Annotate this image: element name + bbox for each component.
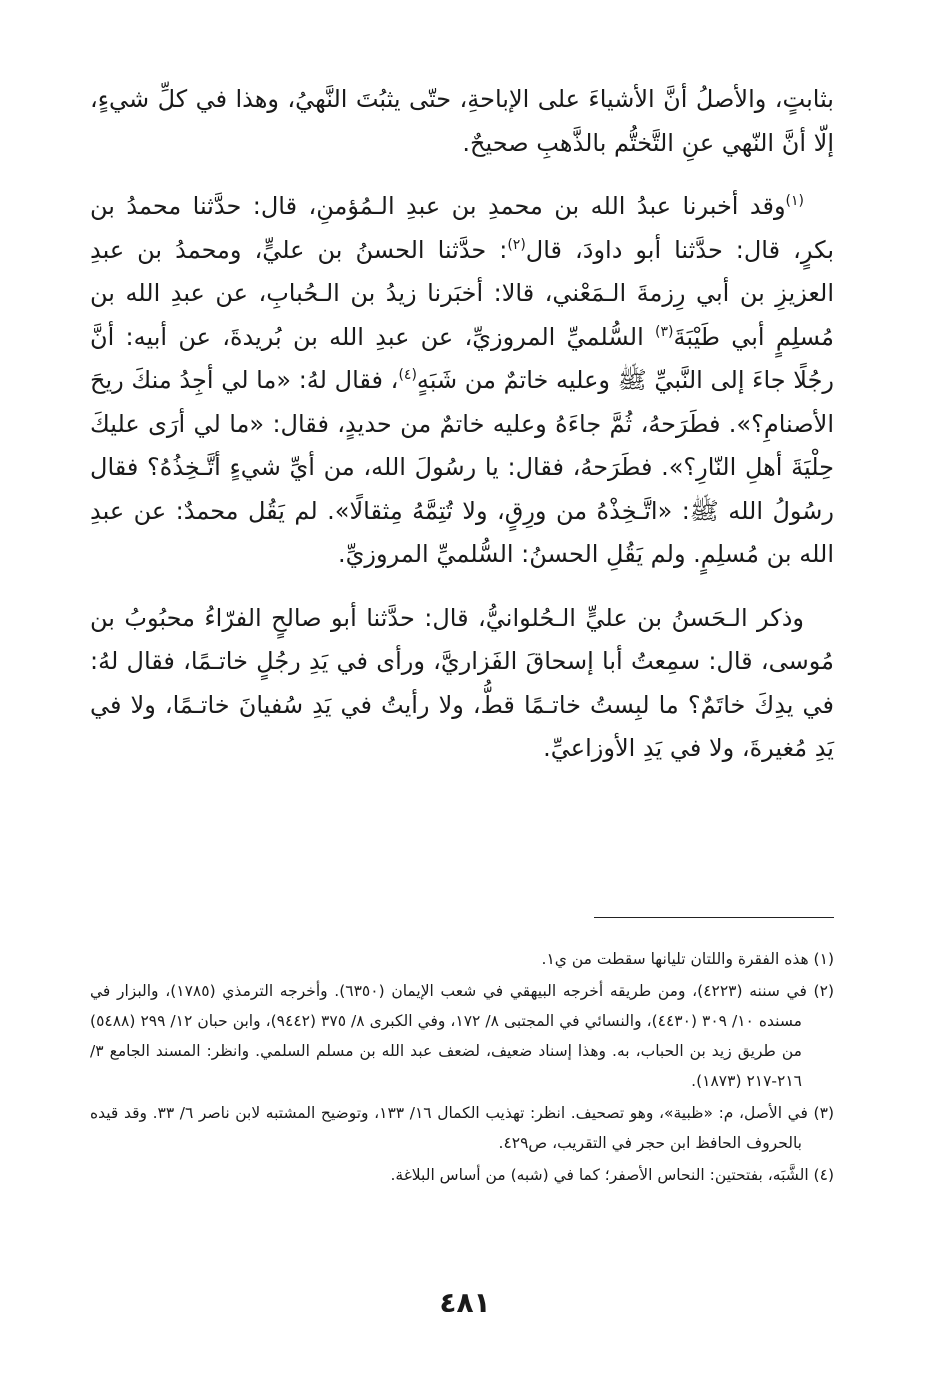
paragraph-3 <box>90 597 834 771</box>
footnote-separator <box>594 917 834 918</box>
footnote-3: (٣) في الأصل، م: «ظبية»، وهو تصحيف. انظر: تهذيب الكمال ١٦/ ١٣٣، وتوضيح المشتبه لابن ناصر ٦/ ٣٣. وقد قيده بالحروف الحافظ ابن حجر في التقريب، ص٤٢٩. <box>90 1104 834 1152</box>
footnote-ref-3: (٣) <box>655 323 674 340</box>
paragraph-1-text: بثابتٍ، والأصلُ أنَّ الأشياءَ على الإباحةِ، حتّى يثبُتَ النَّهيُ، وهذا في كلِّ شيءٍ، إلّا أنَّ النّهي عنِ التَّختُّم بالذَّهبِ صحيحٌ. <box>90 85 834 157</box>
paragraph-1 <box>90 78 834 165</box>
footnote-ref-1: (١) <box>785 193 804 209</box>
main-text <box>90 78 834 791</box>
page-number: ٤٨١ <box>439 1286 491 1319</box>
paragraph-2-text-b: : حدَّثنا الحسنُ بن عليٍّ، ومحمدُ بن عبدِ العزيزِ بن أبي رِزمةَ الـمَعْني، قالا: أخبَرنا زيدُ بن الـحُبابِ، عن عبدِ الله بن مُسلِمٍ أبي طَيْبَةَ <box>90 235 835 351</box>
footnote-4: (٤) الشَّبَه، بفتحتين: النحاس الأصفر؛ كما في (شبه) من أساس البلاغة. <box>390 1166 834 1184</box>
footnote-2: (٢) في سننه (٤٢٢٣)، ومن طريقه أخرجه البيهقي في شعب الإيمان (٦٣٥٠). وأخرجه الترمذي (١٧٨٥)، والبزار في مسنده ١٠/ ٣٠٩ (٤٤٣٠)، والنسائي في المجتبى ٨/ ١٧٢، وفي الكبرى ٨/ ٣٧٥ (٩٤٤٢)، وابن حبان ١٢/ ٢٩٩ (٥٤٨٨) من طريق زيد بن الحباب، به. وهذا إسناد ضعيف، لضعف عبد الله بن مسلم السلمي. وانظر: المسند الجامع ٣/ ٢١٦-٢١٧ (١٨٧٣). <box>90 982 834 1090</box>
paragraph-2-text-a: وقد أخبرنا عبدُ الله بن محمدِ بن عبدِ الـمُؤمنِ، قال: حدَّثنا محمدُ بن بكرٍ، قال: حدَّثنا أبو داودَ، قال <box>90 192 834 264</box>
footnote-1: (١) هذه الفقرة واللتان تليانها سقطت من ي١. <box>541 950 834 968</box>
paragraph-2 <box>90 185 834 577</box>
footnote-ref-4: (٤) <box>398 367 417 383</box>
paragraph-2-text-c: السُّلميِّ المروزيِّ، عن عبدِ الله بن بُريدةَ، عن أبيه: أنَّ رجُلًا جاءَ إلى النَّبيِّ ﷺ وعليه خاتمٌ من شَبَهٍ <box>90 322 835 394</box>
paragraph-2-text-d: ، فقال لهُ: «ما لي أجِدُ منكَ ريحَ الأصنامِ؟». فطَرَحهُ، ثُمَّ جاءَهُ وعليه خاتمٌ من حديدٍ، فقال: «ما لي أرَى عليكَ حِلْيَةَ أهلِ النّارِ؟». فطَرَحهُ، فقال: يا رسُولَ الله، من أيِّ شيءٍ أتَّـخِذُهُ؟ فقال رسُولُ الله ﷺ: «اتَّـخِذْهُ من ورِقٍ، ولا تُتِمَّهُ مِثقالًا». لم يَقُل محمدٌ: عن عبدِ الله بن مُسلِمٍ. ولم يَقُلِ الحسنُ: السُّلميِّ المروزيِّ. <box>90 366 834 568</box>
footnotes <box>90 944 834 1192</box>
footnote-ref-2: (٢) <box>507 236 526 253</box>
paragraph-3-text: وذكر الـحَسنُ بن عليٍّ الـحُلوانيُّ، قال: حدَّثنا أبو صالحٍ الفرّاءُ محبُوبُ بن مُوسى، قال: سمِعتُ أبا إسحاقَ الفَزاريَّ، ورأى في يَدِ رجُلٍ خاتـمًا، فقال لهُ: في يدِكَ خاتَمٌ؟ ما لبِستُ خاتـمًا قطُّ، ولا رأيتُ في يَدِ سُفيانَ خاتـمًا، ولا في يَدِ مُغيرةَ، ولا في يَدِ الأوزاعيِّ. <box>90 603 834 762</box>
